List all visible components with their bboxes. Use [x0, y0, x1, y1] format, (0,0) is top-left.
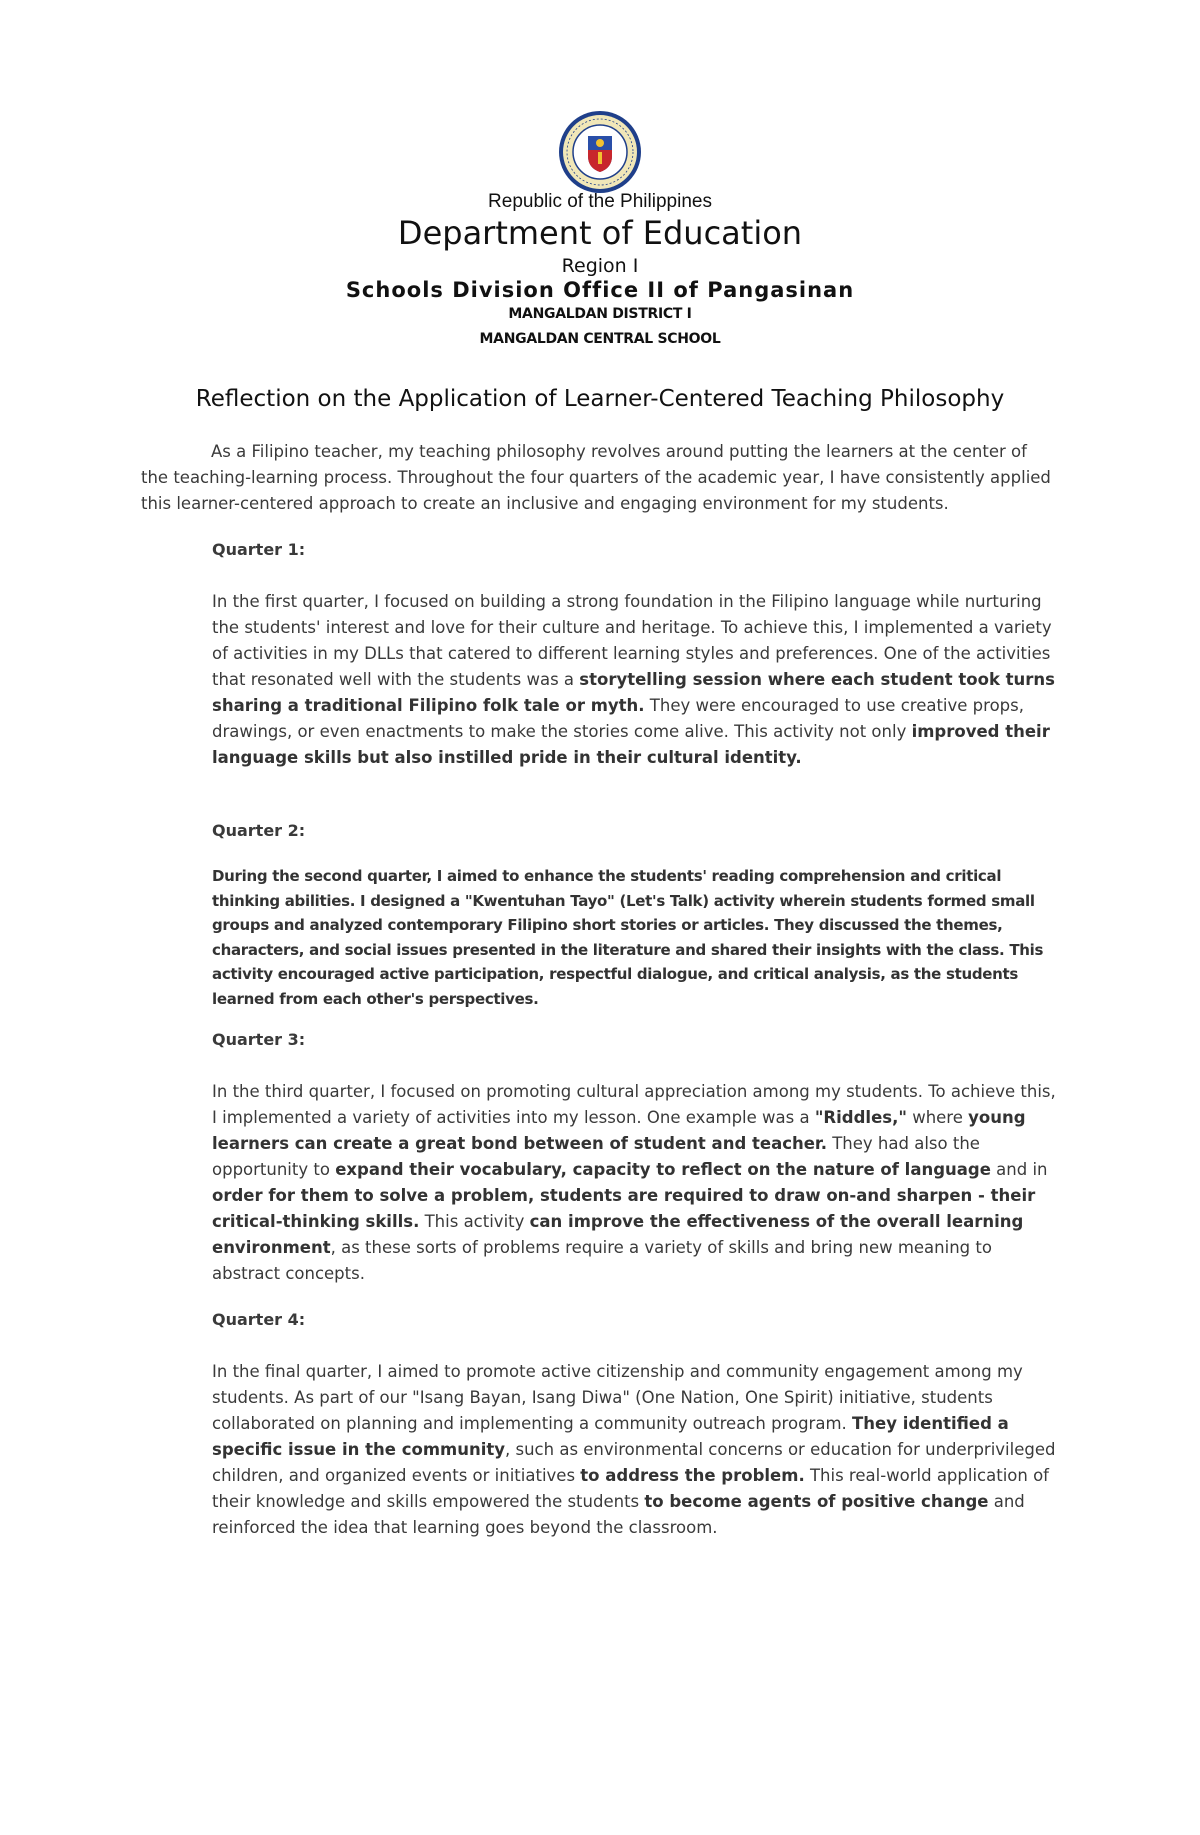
- quarter-2-heading: Quarter 2:: [212, 821, 306, 840]
- republic-line: Republic of the Philippines: [488, 191, 712, 212]
- document-title: Reflection on the Application of Learner-Centered Teaching Philosophy: [195, 386, 1005, 412]
- intro-paragraph: [141, 439, 1059, 517]
- quarter-2-body: [212, 864, 1060, 1011]
- quarter-1-segment: They were encouraged to use creative props, drawings, or even enactments to make the stories come alive. This activity not only: [212, 696, 1024, 741]
- school-name: MANGALDAN CENTRAL SCHOOL: [479, 331, 721, 347]
- quarter-2-segment: During the second quarter, I aimed to enhance the students' reading comprehension and critical thinking abilities. I designed a "Kwentuhan Tayo" (Let's Talk) activity wherein students formed small groups and analyzed contemporary Filipino short stories or articles. They discussed the themes, characters, and social issues presented in the literature and shared their insights with the class. This activity encouraged active participation, respectful dialogue, and critical analysis, as the students learned from each other's perspectives.: [212, 867, 1044, 1008]
- quarter-3-segment: young learners can create a great bond between of student and teacher.: [212, 1108, 1026, 1153]
- quarter-3-segment: order for them to solve a problem, students are required to draw on-and sharpen - their critical-thinking skills.: [212, 1186, 1036, 1231]
- quarter-1-segment: storytelling session where each student took turns sharing a traditional Filipino folk tale or myth.: [212, 670, 1056, 715]
- quarter-4-segment: to address the problem.: [580, 1466, 805, 1485]
- quarter-3-heading: Quarter 3:: [212, 1030, 306, 1049]
- quarter-4-segment: This real-world application of their knowledge and skills empowered the students: [212, 1466, 1049, 1511]
- intro-text: As a Filipino teacher, my teaching philosophy revolves around putting the learners at the center of the teaching-learning process. Throughout the four quarters of the academic year, I have consistently applied this learner-centered approach to create an inclusive and engaging environment for my students.: [141, 442, 1051, 513]
- quarter-4-segment: to become agents of positive change: [644, 1492, 989, 1511]
- quarter-4-segment: In the final quarter, I aimed to promote active citizenship and community engagement among my students. As part of our "Isang Bayan, Isang Diwa" (One Nation, One Spirit) initiative, students collaborated on planning and implementing a community outreach program.: [212, 1362, 1023, 1433]
- quarter-3-segment: They had also the opportunity to: [212, 1134, 980, 1179]
- division-office: Schools Division Office II of Pangasinan: [345, 278, 855, 302]
- quarter-3-segment: In the third quarter, I focused on promoting cultural appreciation among my students. To achieve this, I implemented a variety of activities into my lesson. One example was a: [212, 1082, 1056, 1127]
- quarter-3-segment: and in: [990, 1160, 1048, 1179]
- quarter-4-body: [212, 1359, 1060, 1541]
- quarter-3-segment: can improve the effectiveness of the overall learning environment: [212, 1212, 1024, 1257]
- quarter-3-segment: , as these sorts of problems require a variety of skills and bring new meaning to abstract concepts.: [212, 1238, 992, 1283]
- quarter-1-heading: Quarter 1:: [212, 540, 306, 559]
- quarter-1-segment: improved their language skills but also instilled pride in their cultural identity.: [212, 722, 1050, 767]
- quarter-4-segment: and reinforced the idea that learning goes beyond the classroom.: [212, 1492, 1025, 1537]
- quarter-1-segment: In the first quarter, I focused on building a strong foundation in the Filipino language while nurturing the students' interest and love for their culture and heritage. To achieve this, I implemented a variety of activities in my DLLs that catered to different learning styles and preferences. One of the activities that resonated well with the students was a: [212, 592, 1052, 689]
- quarter-4-segment: They identified a specific issue in the community: [212, 1414, 1009, 1459]
- quarter-1-body: [212, 589, 1060, 771]
- quarter-3-body: [212, 1079, 1060, 1287]
- district-name: MANGALDAN DISTRICT I: [508, 306, 692, 322]
- region-line: Region I: [561, 255, 639, 277]
- deped-seal-icon: [558, 110, 642, 194]
- quarter-4-segment: , such as environmental concerns or education for underprivileged children, and organized events or initiatives: [212, 1440, 1056, 1485]
- quarter-4-heading: Quarter 4:: [212, 1310, 306, 1329]
- quarter-3-segment: where: [906, 1108, 969, 1127]
- quarter-3-segment: "Riddles,": [814, 1108, 907, 1127]
- quarter-3-segment: expand their vocabulary, capacity to reflect on the nature of language: [335, 1160, 991, 1179]
- quarter-3-segment: This activity: [419, 1212, 530, 1231]
- department-name: Department of Education: [397, 214, 803, 252]
